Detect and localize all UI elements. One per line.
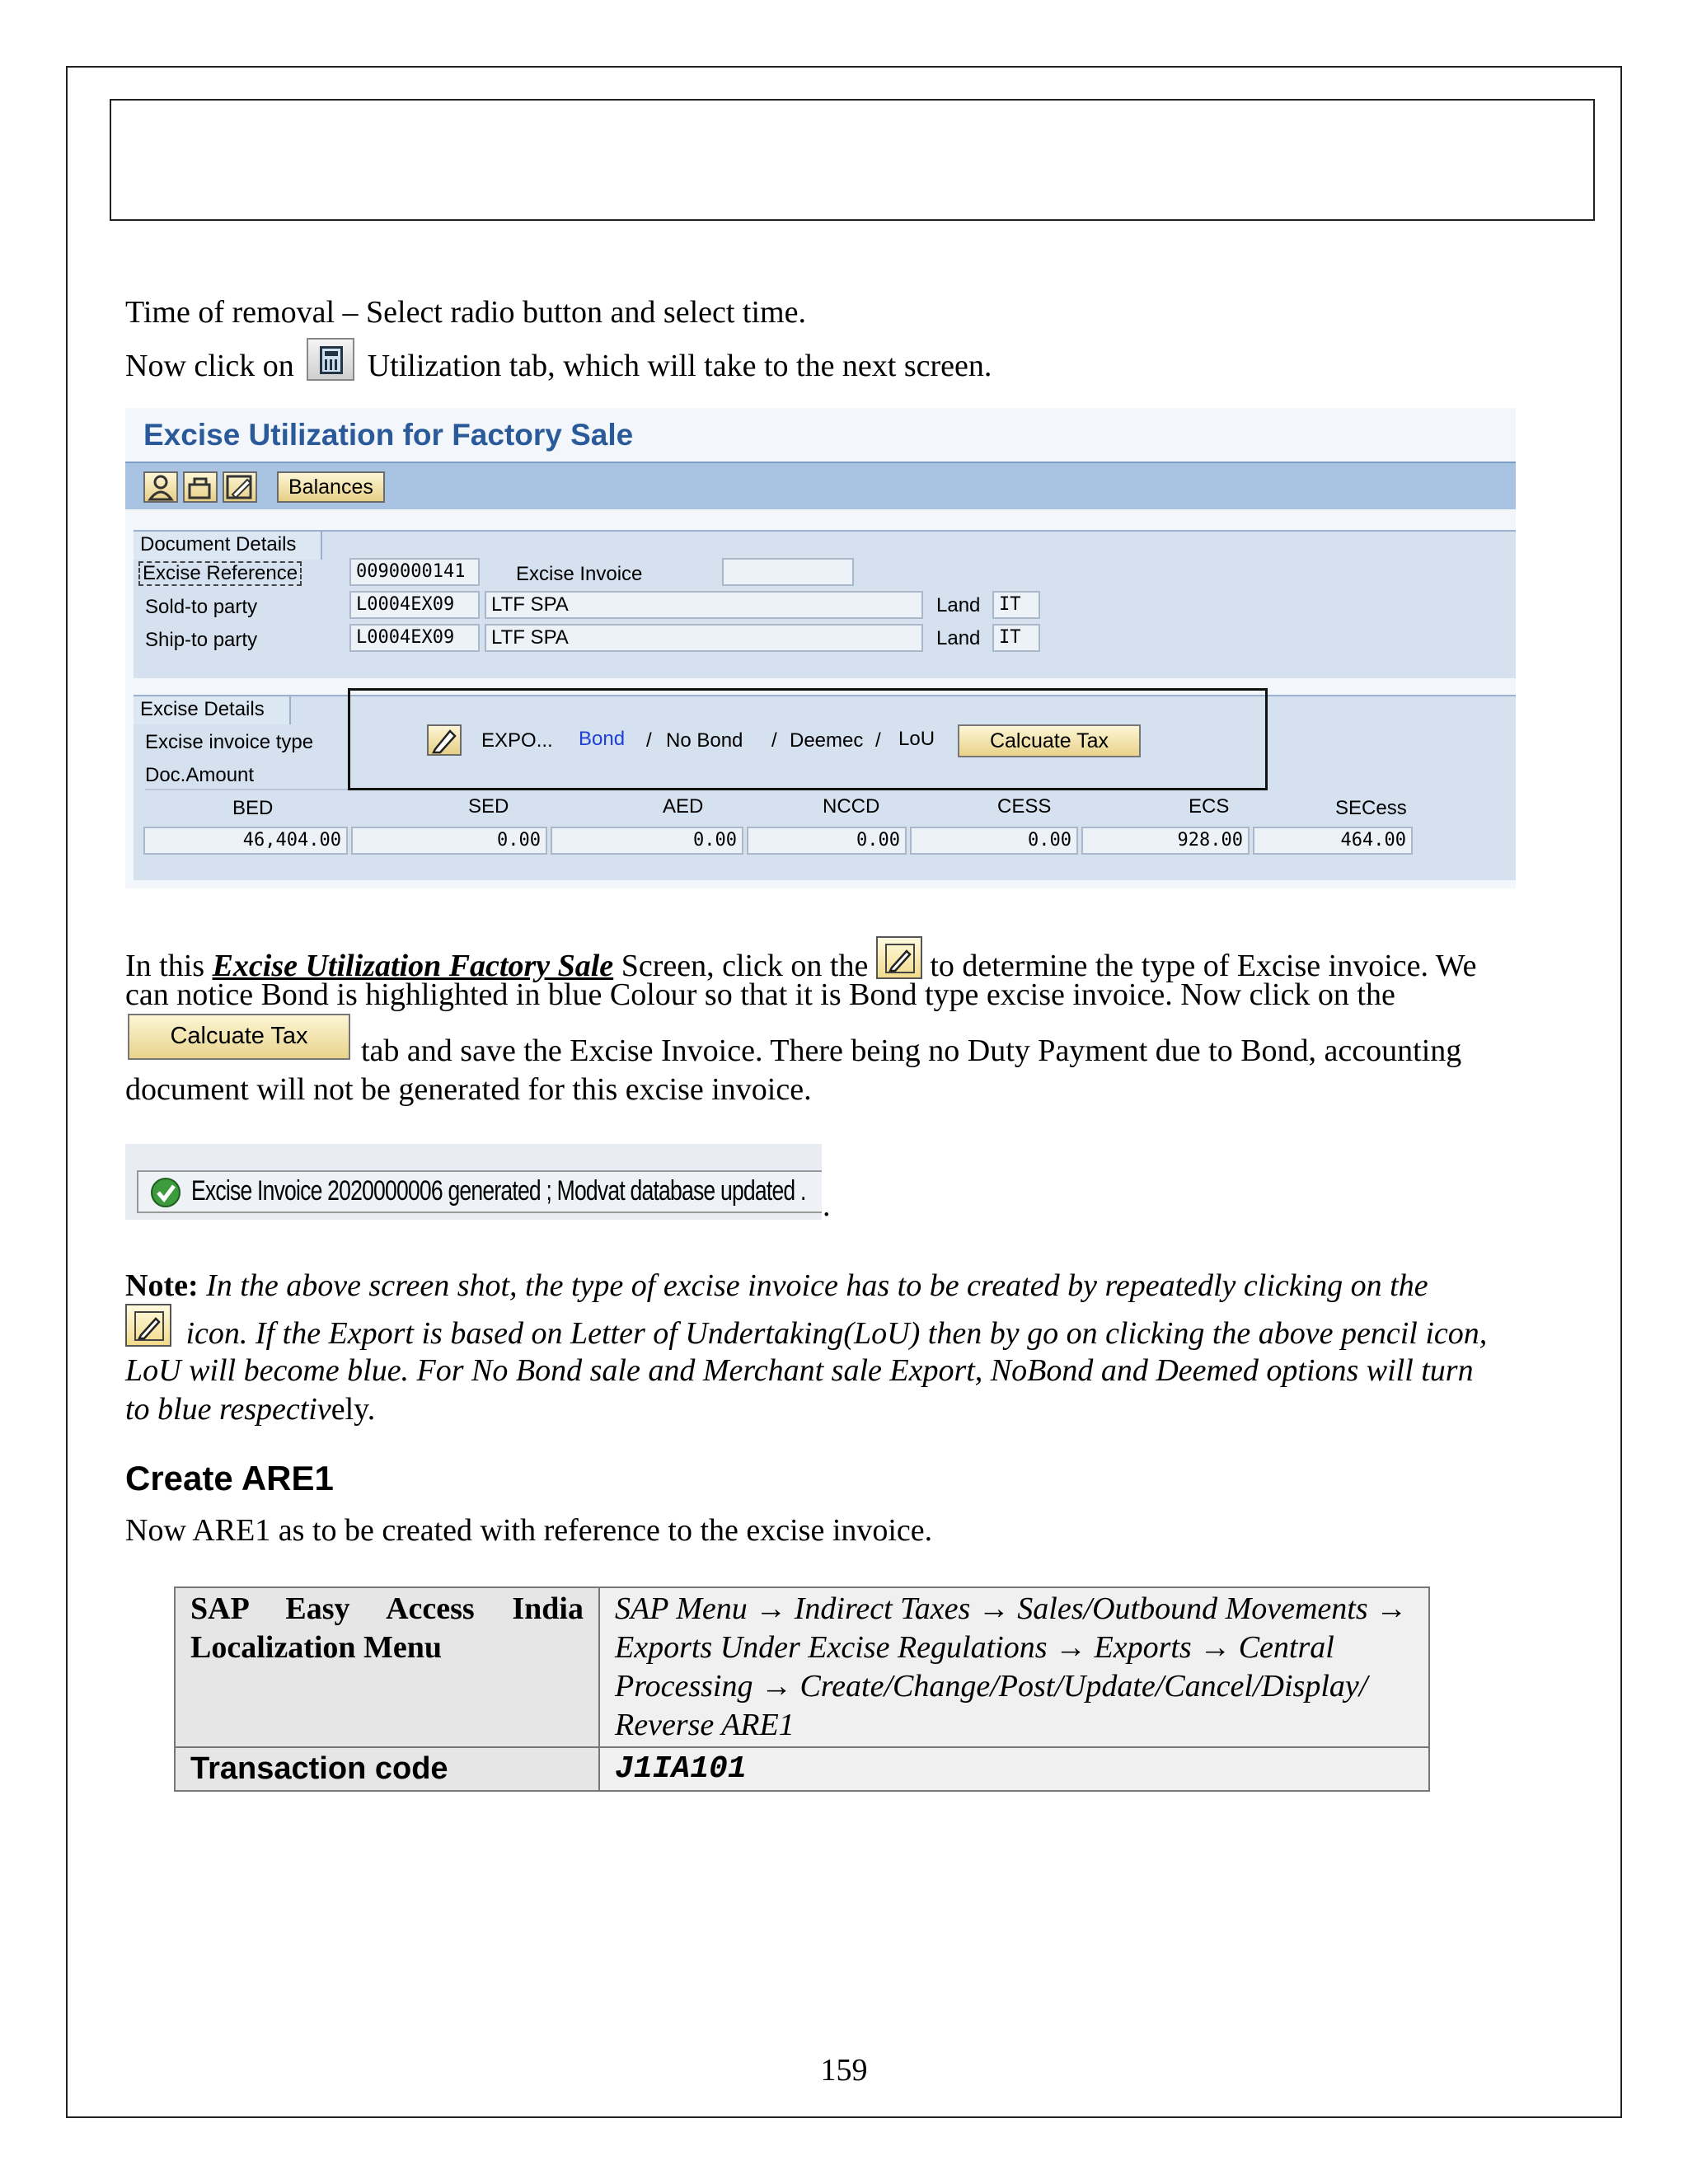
transaction-table	[174, 1586, 1430, 1792]
lock-icon[interactable]	[183, 471, 218, 503]
separator-1: /	[646, 729, 652, 752]
excise-invoice-label: Excise Invoice	[516, 563, 643, 585]
table-row	[175, 1587, 1429, 1747]
person-icon[interactable]	[143, 471, 178, 503]
status-message: Excise Invoice 2020000006 generated ; Modvat database updated .	[191, 1175, 806, 1207]
duty-value-bed[interactable]: 46,404.00	[143, 827, 348, 855]
para1-line-3: tab and save the Excise Invoice. There being no Duty Payment due to Bond, accounting	[361, 1033, 1462, 1068]
sap-screen	[125, 408, 1516, 888]
note-label: Note:	[125, 1268, 199, 1303]
lou-option: LoU	[898, 728, 935, 750]
sold-to-label: Sold-to party	[145, 596, 258, 618]
para1-line-2: can notice Bond is highlighted in blue Colour so that it is Bond type excise invoice. Now click on the	[125, 977, 1395, 1012]
duty-value-aed[interactable]: 0.00	[551, 827, 743, 855]
status-trail: .	[823, 1188, 831, 1223]
duty-value-cess[interactable]: 0.00	[910, 827, 1078, 855]
duty-value-nccd[interactable]: 0.00	[747, 827, 907, 855]
sold-to-land-field[interactable]: IT	[992, 591, 1040, 619]
no-bond-option: No Bond	[666, 729, 743, 752]
tcode-value-cell: J1IA101	[599, 1747, 1429, 1791]
check-icon	[150, 1177, 181, 1208]
intro-line-1: Time of removal – Select radio button and select time.	[125, 295, 806, 330]
sap-toolbar	[125, 462, 1516, 509]
ship-to-code-field[interactable]: L0004EX09	[349, 624, 480, 652]
menu-path-cell: SAP Menu → Indirect Taxes → Sales/Outbound Movements → Exports Under Excise Regulations → Exports → Central Processing → Create/Change/Post/Update/Cancel/Display/ Reverse ARE1	[599, 1587, 1429, 1747]
para1-text-c: to determine the type of Excise invoice. We	[930, 949, 1477, 983]
excise-reference-field[interactable]: 0090000141	[349, 558, 480, 586]
duty-header-sed: SED	[468, 795, 509, 818]
header-box	[110, 99, 1595, 221]
tcode-label-cell: Transaction code	[175, 1747, 599, 1791]
note-line-4	[125, 1390, 375, 1428]
edit-icon[interactable]	[223, 471, 257, 503]
note-line-3: LoU will become blue. For No Bond sale and Merchant sale Export, NoBond and Deemed options will turn	[125, 1353, 1474, 1388]
ship-to-land-field[interactable]: IT	[992, 624, 1040, 652]
expo-label: EXPO...	[481, 729, 553, 752]
duty-value-sed[interactable]: 0.00	[351, 827, 547, 855]
excise-reference-label: Excise Reference	[138, 561, 302, 586]
calculate-tax-button[interactable]: Calcuate Tax	[958, 724, 1141, 757]
note-text-4: to blue respectiv	[125, 1392, 331, 1427]
duty-value-secess[interactable]: 464.00	[1253, 827, 1413, 855]
doc-amount-label: Doc.Amount	[145, 764, 255, 786]
note-text-4b: ely.	[331, 1392, 376, 1427]
page-number: 159	[820, 2053, 868, 2088]
note-text-2: icon. If the Export is based on Letter of Undertaking(LoU) then by go on clicking the above pencil icon,	[185, 1316, 1488, 1351]
excise-details-group	[134, 695, 1516, 880]
ship-to-name-field[interactable]: LTF SPA	[485, 624, 923, 652]
pencil-icon	[125, 1304, 171, 1347]
ship-to-label: Ship-to party	[145, 629, 258, 651]
calculator-icon	[307, 338, 354, 381]
status-bar	[125, 1144, 822, 1220]
note-text-1: In the above screen shot, the type of excise invoice has to be created by repeatedly clicking on the	[206, 1268, 1428, 1303]
document-details-header: Document Details	[134, 532, 322, 560]
duty-header-secess: SECess	[1335, 797, 1407, 819]
intro-line-2-pre: Now click on	[125, 349, 294, 383]
para1-text-a: In this	[125, 949, 213, 983]
excise-invoice-type-label: Excise invoice type	[145, 731, 314, 753]
intro-line-2	[125, 338, 992, 385]
excise-invoice-field[interactable]	[722, 558, 854, 586]
document-details-group	[134, 530, 1516, 678]
duty-header-aed: AED	[663, 795, 704, 818]
sap-screen-title: Excise Utilization for Factory Sale	[143, 418, 634, 452]
balances-button[interactable]: Balances	[277, 471, 385, 503]
bond-option: Bond	[579, 728, 626, 750]
para1-text-b: Screen, click on the	[613, 949, 869, 983]
section-title: Create ARE1	[125, 1459, 334, 1497]
duty-header-bed: BED	[232, 797, 274, 819]
pencil-icon	[876, 936, 922, 979]
section-text: Now ARE1 as to be created with reference to the excise invoice.	[125, 1513, 933, 1548]
ship-to-land-label: Land	[936, 627, 981, 649]
separator-3: /	[875, 729, 881, 752]
table-row	[175, 1747, 1429, 1791]
duty-value-ecs[interactable]: 928.00	[1081, 827, 1250, 855]
sold-to-land-label: Land	[936, 594, 981, 616]
sold-to-name-field[interactable]: LTF SPA	[485, 591, 923, 619]
pencil-toggle-button[interactable]	[427, 724, 462, 756]
deemed-option: Deemec	[790, 729, 864, 752]
note-line-1	[125, 1267, 1428, 1305]
note-line-2	[125, 1304, 1487, 1352]
duty-header-ecs: ECS	[1189, 795, 1230, 818]
intro-line-2-post: Utilization tab, which will take to the next screen.	[367, 349, 992, 383]
duty-header-cess: CESS	[997, 795, 1052, 818]
excise-details-header: Excise Details	[134, 696, 291, 724]
menu-label-cell: SAP Easy Access India Localization Menu	[175, 1587, 599, 1747]
para1-line-4: document will not be generated for this excise invoice.	[125, 1072, 812, 1107]
screen-name-text: Excise Utilization Factory Sale	[212, 949, 614, 983]
sold-to-code-field[interactable]: L0004EX09	[349, 591, 480, 619]
duty-header-nccd: NCCD	[823, 795, 880, 818]
separator-2: /	[771, 729, 777, 752]
calculate-tax-image: Calcuate Tax	[128, 1014, 350, 1060]
